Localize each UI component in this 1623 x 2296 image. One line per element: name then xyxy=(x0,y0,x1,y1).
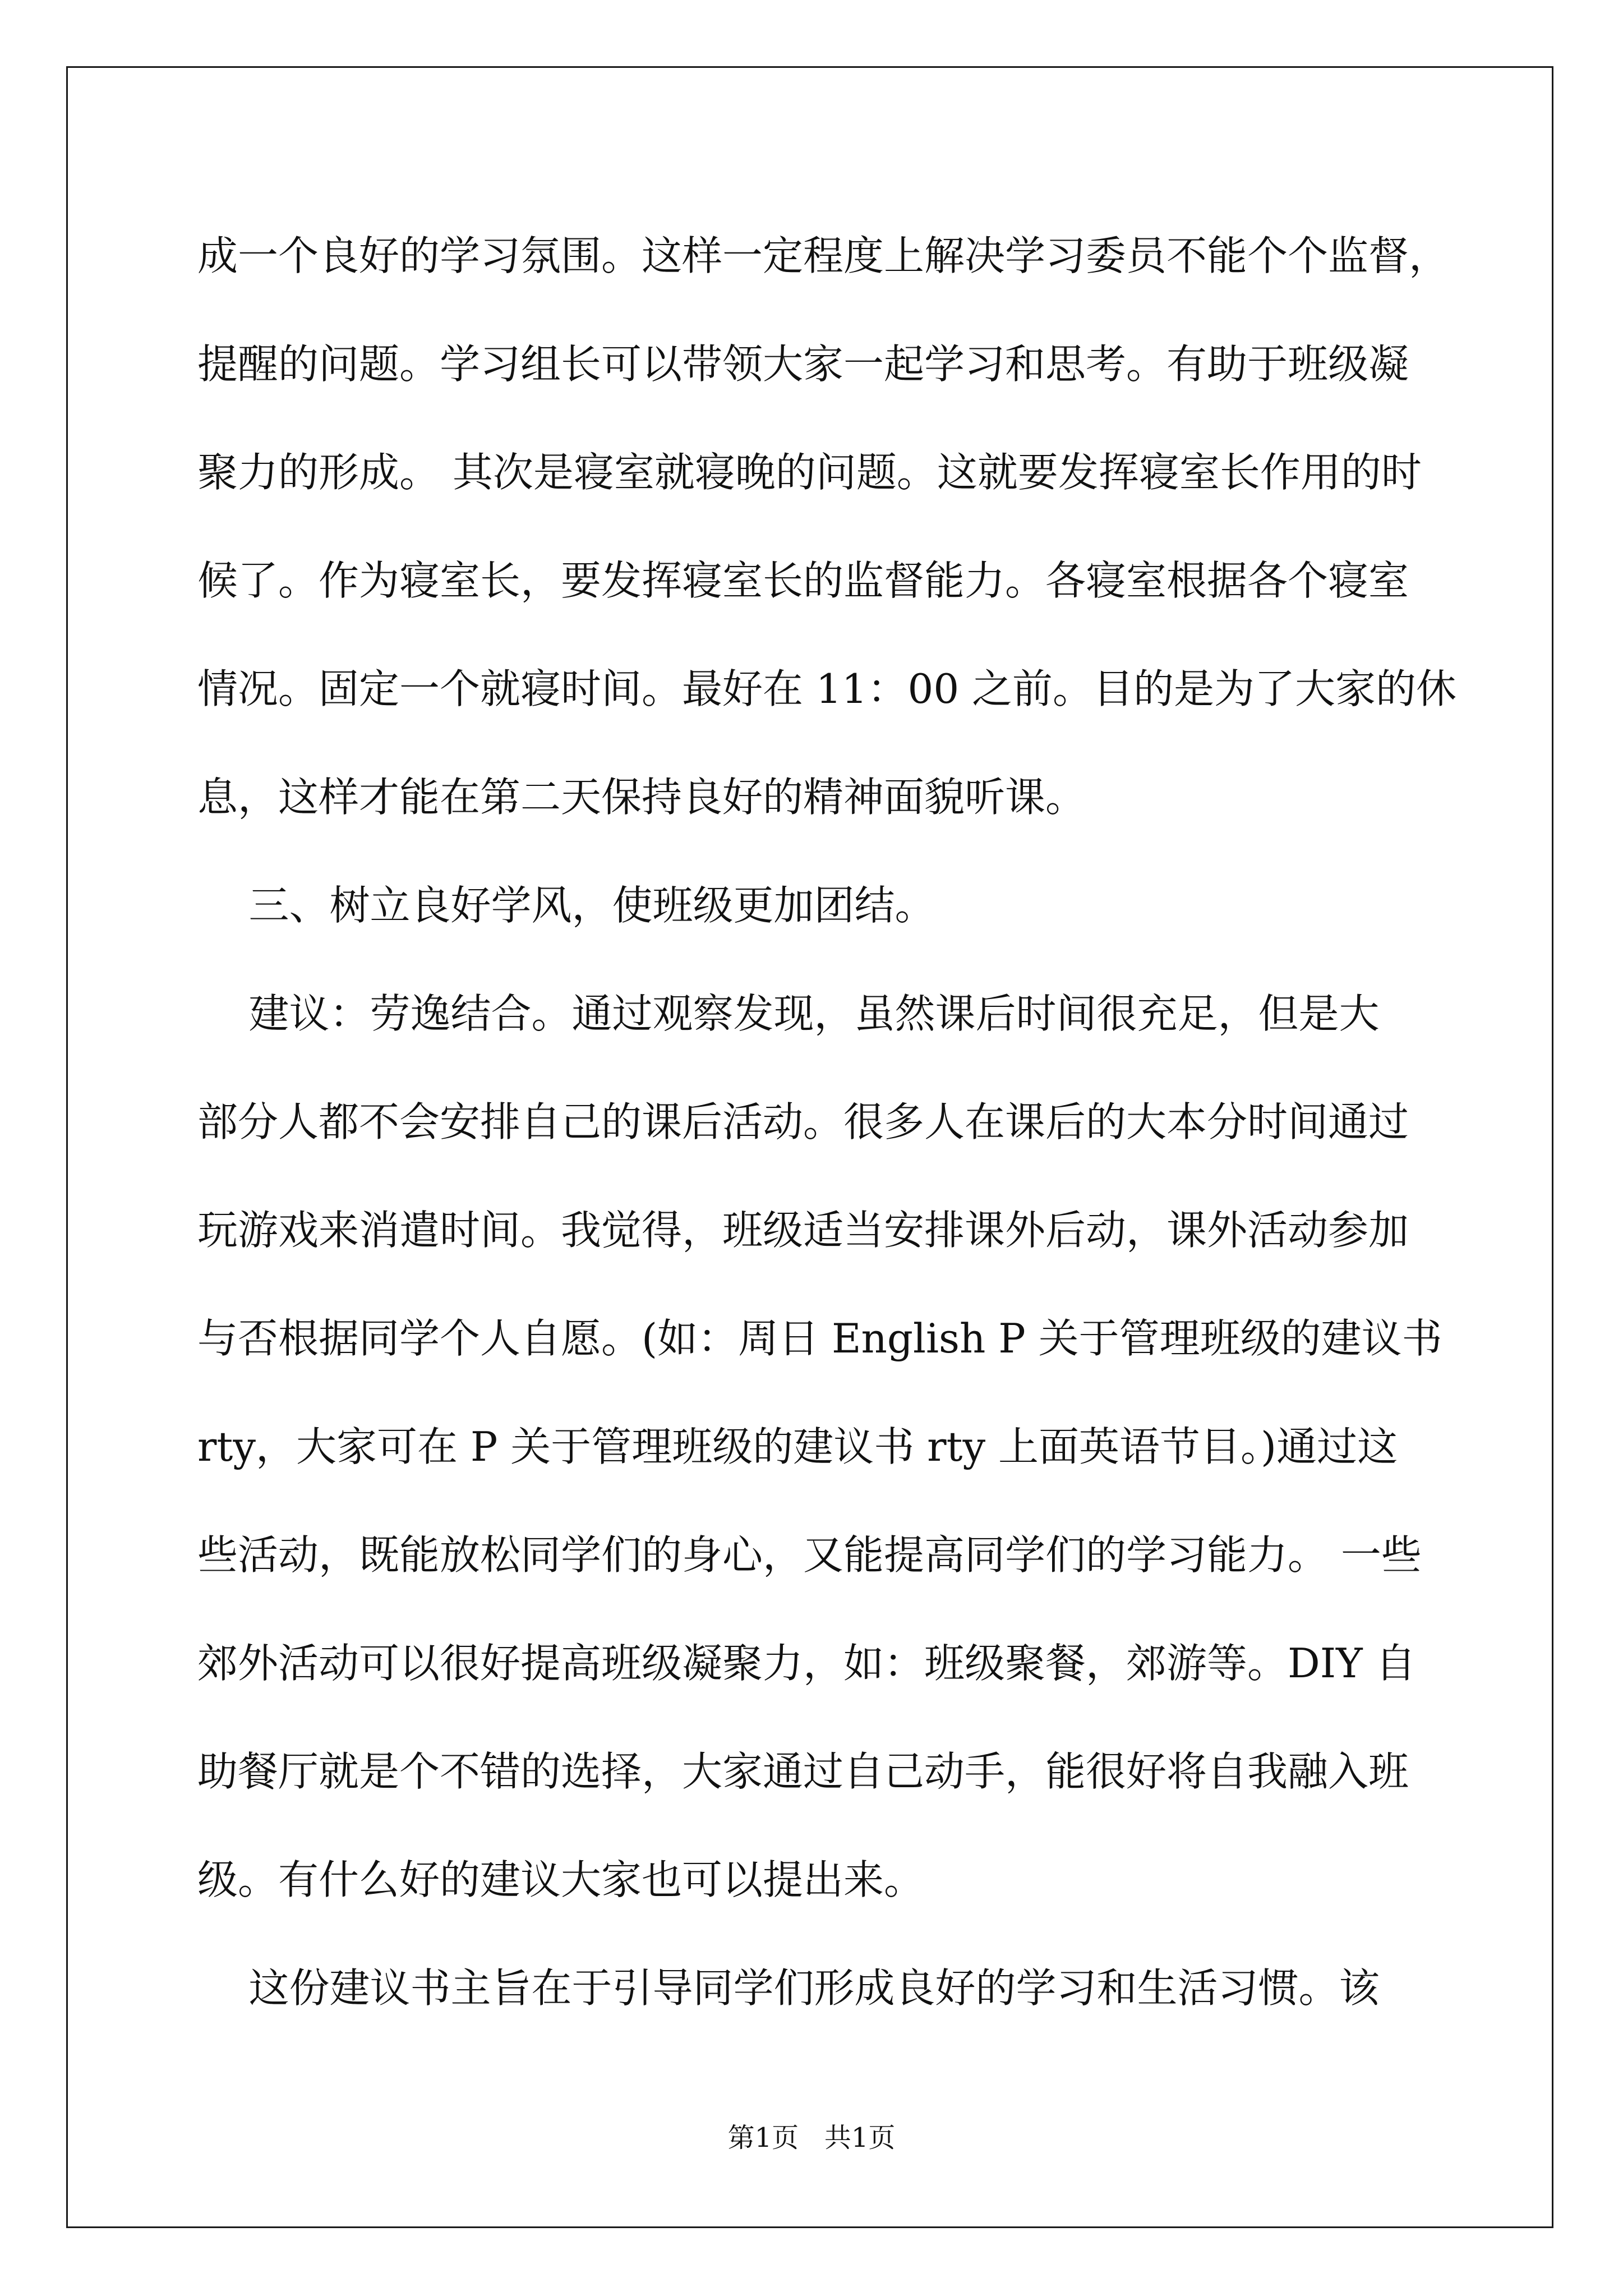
text-line: rty，大家可在 P 关于管理班级的建议书 rty 上面英语节目。)通过这 xyxy=(197,1423,1398,1470)
text-line: 玩游戏来消遣时间。我觉得，班级适当安排课外后动，课外活动参加 xyxy=(197,1207,1409,1254)
text-line: 部分人都不会安排自己的课后活动。很多人在课后的大本分时间通过 xyxy=(197,1098,1409,1145)
text-line: 些活动，既能放松同学们的身心，又能提高同学们的学习能力。 一些 xyxy=(197,1531,1422,1579)
text-line: 提醒的问题。学习组长可以带领大家一起学习和思考。有助于班级凝 xyxy=(197,341,1409,388)
text-line: 建议：劳逸结合。通过观察发现，虽然课后时间很充足，但是大 xyxy=(197,990,1380,1037)
document-body xyxy=(197,202,1457,2042)
text-line: 这份建议书主旨在于引导同学们形成良好的学习和生活习惯。该 xyxy=(197,1964,1380,2012)
text-line: 郊外活动可以很好提高班级凝聚力，如：班级聚餐，郊游等。DIY 自 xyxy=(197,1640,1416,1687)
text-line: 息，这样才能在第二天保持良好的精神面貌听课。 xyxy=(197,774,1086,821)
text-line: 助餐厅就是个不错的选择，大家通过自己动手，能很好将自我融入班 xyxy=(197,1748,1409,1795)
text-line: 与否根据同学个人自愿。(如：周日 English P 关于管理班级的建议书 xyxy=(197,1315,1442,1362)
page-number-footer: 第1页 共1页 xyxy=(727,2122,896,2154)
section-heading: 三、树立良好学风，使班级更加团结。 xyxy=(197,882,935,929)
text-line: 聚力的形成。 其次是寝室就寝晚的问题。这就要发挥寝室长作用的时 xyxy=(197,449,1422,496)
text-line: 候了。作为寝室长，要发挥寝室长的监督能力。各寝室根据各个寝室 xyxy=(197,557,1409,604)
text-line: 情况。固定一个就寝时间。最好在 11：00 之前。目的是为了大家的休 xyxy=(197,665,1457,712)
text-line: 成一个良好的学习氛围。这样一定程度上解决学习委员不能个个监督， xyxy=(197,232,1450,279)
text-line: 级。有什么好的建议大家也可以提出来。 xyxy=(197,1856,925,1903)
